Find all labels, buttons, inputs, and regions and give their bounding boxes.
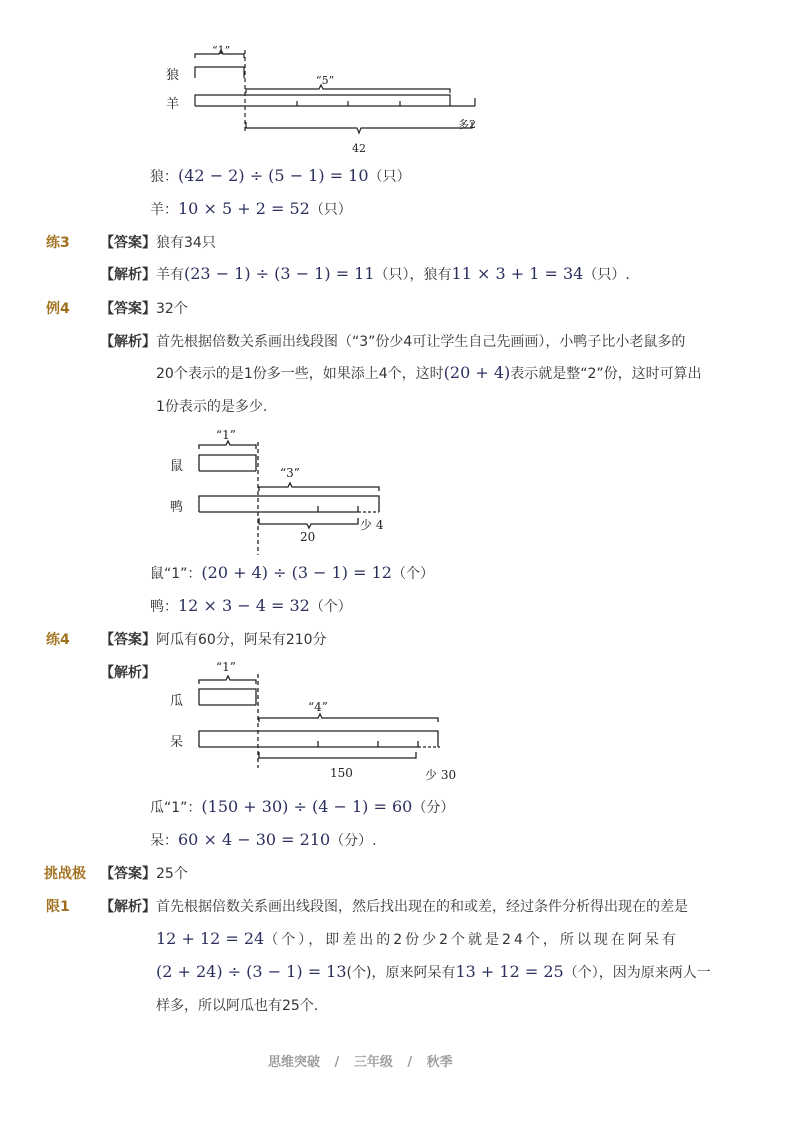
analysis-label: 【解析】 xyxy=(100,899,156,915)
equation-prefix: 鼠“1”： xyxy=(150,566,202,582)
challenge-answer xyxy=(100,863,188,883)
tag-li4: 例4 xyxy=(46,301,70,317)
equation-dai xyxy=(150,830,377,850)
equation-unit: （分）. xyxy=(330,833,377,849)
label-one: “1” xyxy=(216,428,236,442)
analysis-text: (个)，原来阿呆有 xyxy=(346,965,456,981)
footer-course: 思维突破 xyxy=(268,1055,321,1070)
equation-prefix: 羊： xyxy=(150,202,178,218)
label-one: “1” xyxy=(216,660,236,674)
analysis-math: 11 × 3 + 1 = 34 xyxy=(451,264,584,283)
analysis-text: 20个表示的是1份多一些，如果添上4个，这时 xyxy=(156,366,444,382)
label-sheep: 羊 xyxy=(166,97,180,112)
equation-math: 60 × 4 − 30 = 210 xyxy=(178,830,331,849)
equation-prefix: 狼： xyxy=(150,169,178,185)
label-dai: 呆 xyxy=(170,735,184,750)
challenge-analysis-line4 xyxy=(156,995,318,1015)
label-150: 150 xyxy=(330,766,353,780)
footer-season: 秋季 xyxy=(426,1055,453,1070)
answer-text: 25个 xyxy=(156,866,188,882)
equation-math: (20 + 4) ÷ (3 − 1) = 12 xyxy=(201,563,392,582)
equation-math: (150 + 30) ÷ (4 − 1) = 60 xyxy=(201,797,413,816)
equation-prefix: 呆： xyxy=(150,833,178,849)
analysis-text: （个），因为原来两人一 xyxy=(563,965,711,981)
label-42: 42 xyxy=(352,142,366,155)
label-four: “4” xyxy=(308,700,328,714)
label-more2: 多2 xyxy=(458,118,476,131)
analysis-label: 【解析】 xyxy=(100,665,156,681)
answer-label: 【答案】 xyxy=(100,866,156,882)
analysis-text: （个），即差出的2份少2个就是24个，所以现在阿呆有 xyxy=(264,932,679,948)
tag-challenge-b: 限1 xyxy=(46,899,70,915)
equation-gua xyxy=(150,797,454,817)
equation-prefix: 瓜“1”： xyxy=(150,800,202,816)
answer-label: 【答案】 xyxy=(100,632,156,648)
equation-prefix: 鸭： xyxy=(150,599,178,615)
analysis-text: 首先根据倍数关系画出线段图，然后找出现在的和或差，经过条件分析得出现在的差是 xyxy=(156,899,688,915)
analysis-text: 1份表示的是多少. xyxy=(156,399,268,415)
analysis-text: 样多，所以阿瓜也有25个. xyxy=(156,998,319,1014)
analysis-math: (2 + 24) ÷ (3 − 1) = 13 xyxy=(156,962,347,981)
equation-math: 12 × 3 − 4 = 32 xyxy=(178,596,310,615)
analysis-math: (20 + 4) xyxy=(443,363,511,382)
analysis-math: 12 + 12 = 24 xyxy=(156,929,265,948)
challenge-analysis-line1 xyxy=(100,896,688,916)
label-20: 20 xyxy=(300,530,316,544)
label-wolf: 狼 xyxy=(166,68,180,83)
analysis-text: 表示就是整“2”份，这时可算出 xyxy=(510,366,702,382)
analysis-text: （只），狼有 xyxy=(374,267,452,283)
equation-unit: （个） xyxy=(391,566,434,582)
equation-unit: （分） xyxy=(412,800,455,816)
label-one: “1” xyxy=(212,44,231,57)
challenge-analysis-line2 xyxy=(156,929,679,949)
answer-text: 32个 xyxy=(156,301,188,317)
answer-label: 【答案】 xyxy=(100,301,156,317)
label-five: “5” xyxy=(316,74,335,87)
analysis-text: 首先根据倍数关系画出线段图（“3”份少4可让学生自己先画画），小鸭子比小老鼠多的 xyxy=(156,334,686,350)
label-duck: 鸭 xyxy=(170,500,184,515)
equation-math: (42 − 2) ÷ (5 − 1) = 10 xyxy=(178,166,369,185)
analysis-text: 羊有 xyxy=(156,267,184,283)
challenge-analysis-line3 xyxy=(156,962,711,982)
footer-grade: 三年级 xyxy=(353,1055,393,1070)
equation-unit: （只） xyxy=(368,169,411,185)
analysis-label: 【解析】 xyxy=(100,334,156,350)
analysis-text: （只）. xyxy=(583,267,630,283)
answer-text: 狼有34只 xyxy=(156,235,216,251)
page-footer xyxy=(268,1051,453,1070)
equation-math: 10 × 5 + 2 = 52 xyxy=(178,199,310,218)
tag-challenge-a: 挑战极 xyxy=(44,866,86,882)
answer-text: 阿瓜有60分，阿呆有210分 xyxy=(156,632,327,648)
label-gua: 瓜 xyxy=(170,694,184,709)
tag-lian4: 练4 xyxy=(46,632,70,648)
equation-unit: （只） xyxy=(309,202,352,218)
tag-lian3: 练3 xyxy=(46,235,70,251)
label-less4: 少 4 xyxy=(360,518,384,532)
analysis-label: 【解析】 xyxy=(100,267,156,283)
analysis-math: 13 + 12 = 25 xyxy=(455,962,564,981)
footer-separator: / xyxy=(407,1055,413,1070)
label-mouse: 鼠 xyxy=(170,459,184,474)
footer-separator: / xyxy=(334,1055,340,1070)
analysis-math: (23 − 1) ÷ (3 − 1) = 11 xyxy=(184,264,375,283)
label-less30: 少 30 xyxy=(425,768,457,782)
answer-label: 【答案】 xyxy=(100,235,156,251)
label-three: “3” xyxy=(280,466,300,480)
equation-unit: （个） xyxy=(309,599,352,615)
